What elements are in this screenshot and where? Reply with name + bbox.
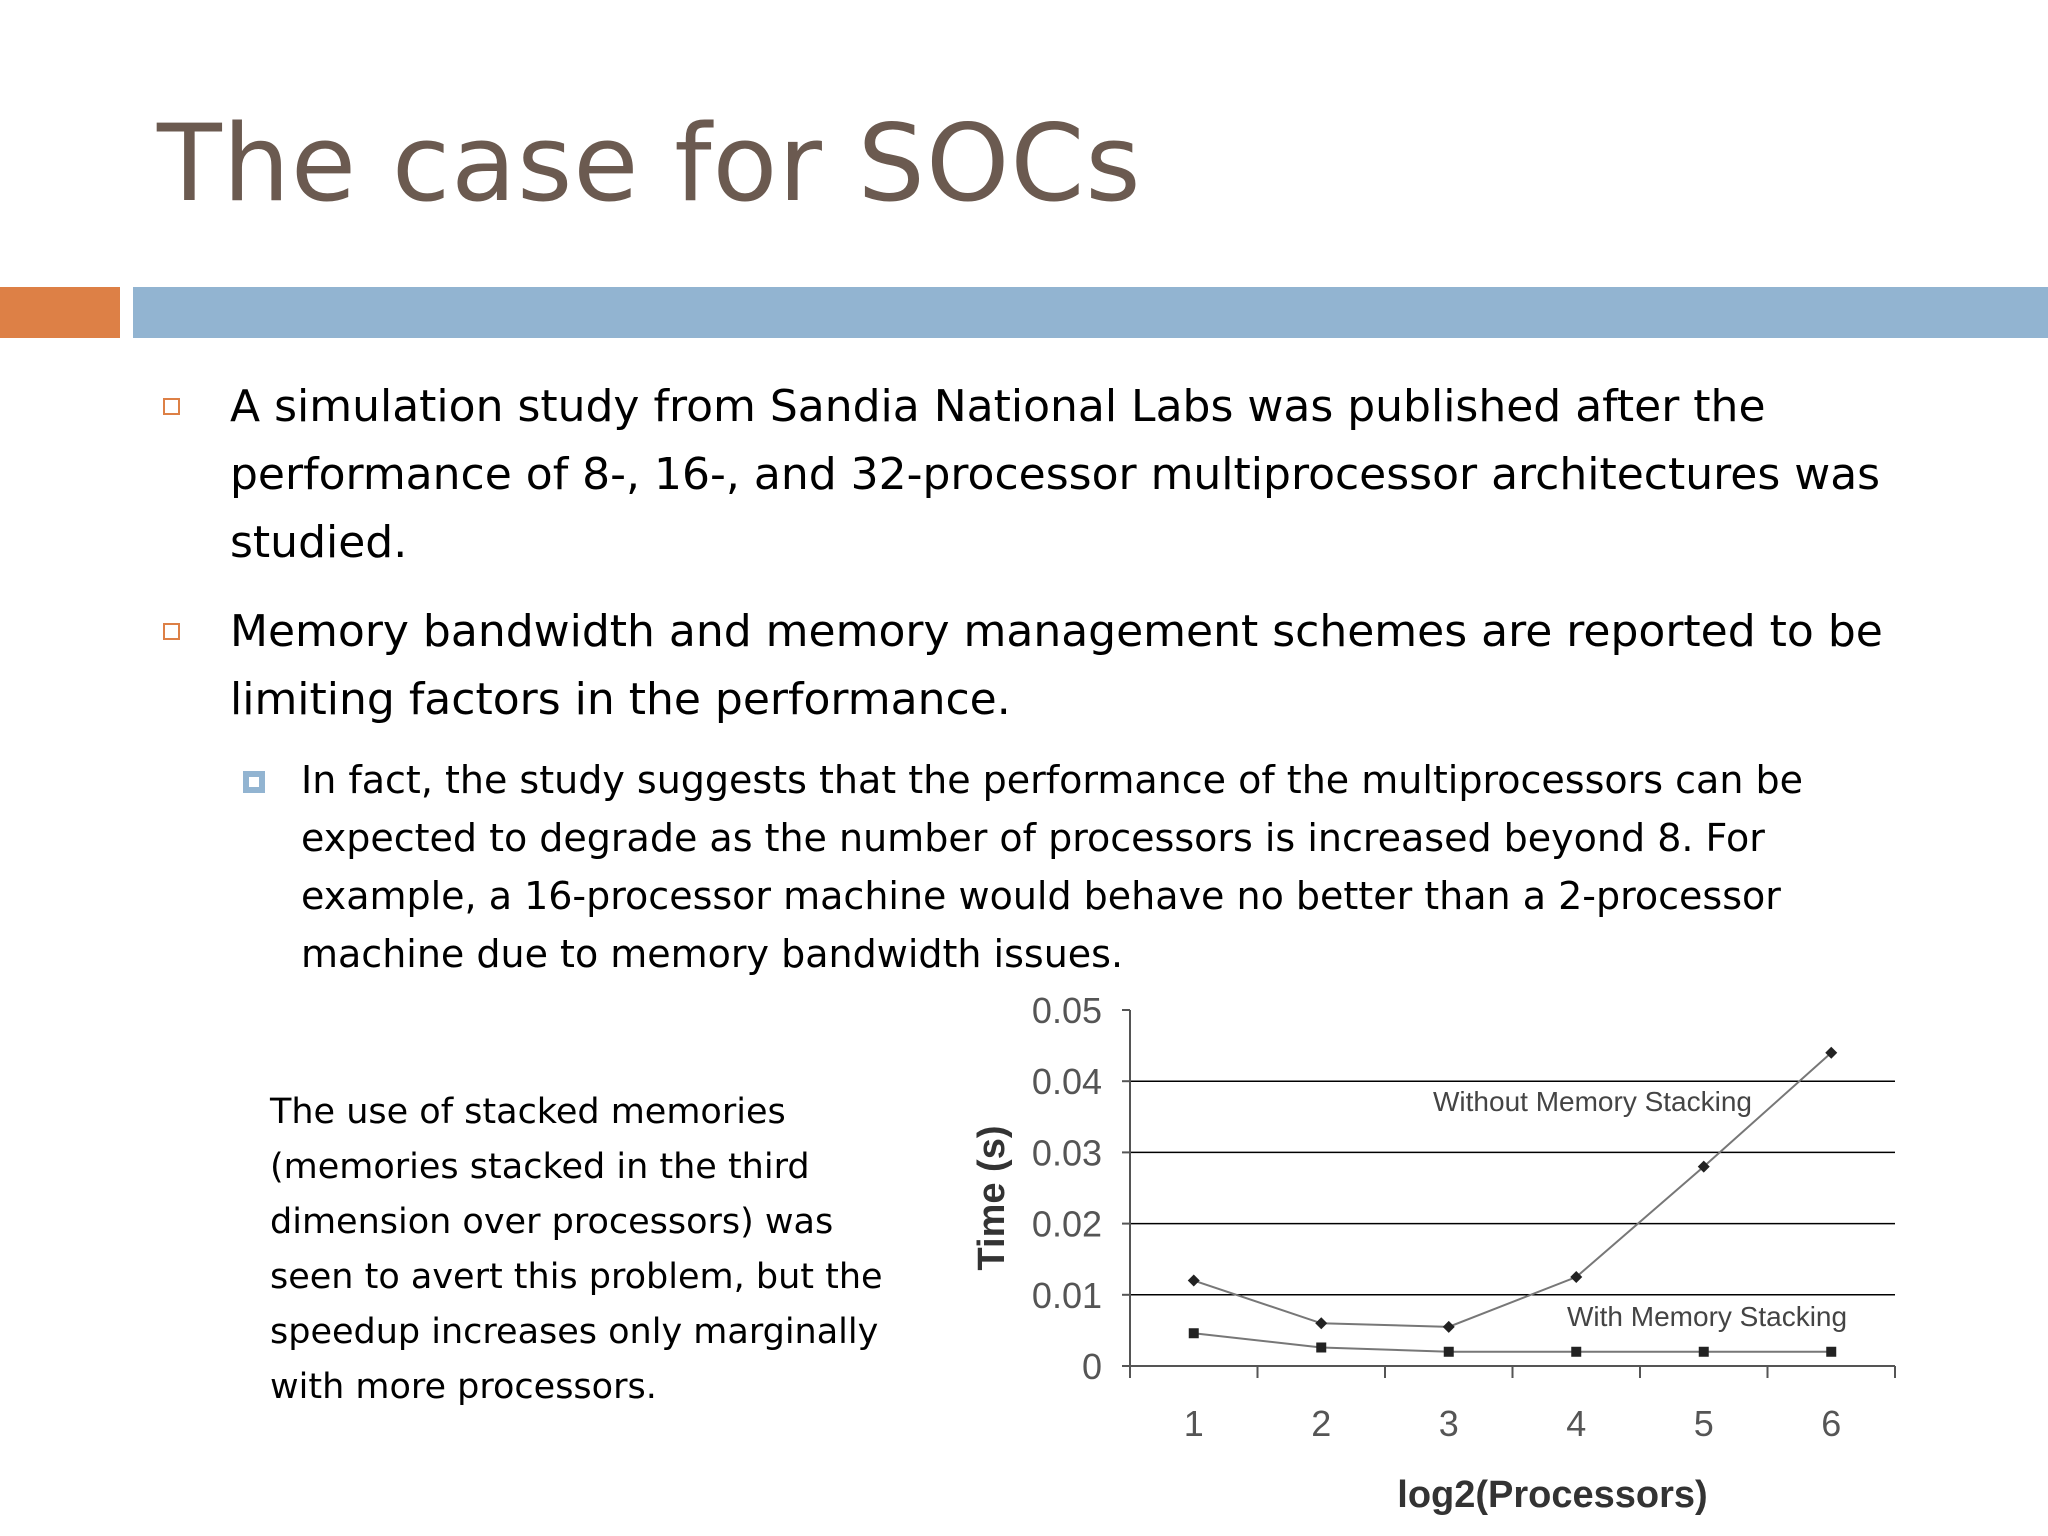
title-accent-blue-bar bbox=[133, 287, 2048, 338]
data-point bbox=[1826, 1347, 1836, 1357]
y-tick-label: 0.05 bbox=[1031, 990, 1102, 1031]
y-tick-label: 0.01 bbox=[1031, 1274, 1102, 1316]
x-tick-label: 3 bbox=[1438, 1403, 1459, 1444]
x-tick-label: 2 bbox=[1311, 1403, 1332, 1444]
x-tick-label: 6 bbox=[1821, 1403, 1842, 1444]
x-tick-label: 5 bbox=[1693, 1403, 1714, 1444]
x-tick-label: 4 bbox=[1566, 1403, 1587, 1444]
y-tick-label: 0 bbox=[1081, 1346, 1102, 1387]
title-accent-orange-bar bbox=[0, 287, 120, 338]
x-tick-label: 1 bbox=[1183, 1403, 1204, 1444]
sub-bullet bbox=[301, 751, 1841, 983]
bullet-square-icon bbox=[163, 398, 180, 415]
data-point bbox=[1188, 1275, 1200, 1287]
y-axis-title: Time (s) bbox=[971, 1125, 1013, 1271]
x-axis-title: log2(Processors) bbox=[1397, 1474, 1708, 1516]
bullet-1-text: A simulation study from Sandia National Labs was published after the performance of 8-, 16-, and 32-processor multiprocessor architectures was studied. bbox=[230, 381, 1881, 568]
series-line-2 bbox=[1194, 1333, 1832, 1352]
time-vs-processors-chart bbox=[940, 985, 1940, 1525]
data-point bbox=[1315, 1317, 1327, 1329]
data-point bbox=[1189, 1328, 1199, 1338]
side-note: The use of stacked memories (memories stacked in the third dimension over processors) was seen to avert this problem, but the speedup increases only marginally with more processors. bbox=[270, 1092, 883, 1407]
data-point bbox=[1699, 1347, 1709, 1357]
series-annotation-without-stacking: Without Memory Stacking bbox=[1433, 1086, 1752, 1117]
data-point bbox=[1444, 1347, 1454, 1357]
series-annotation-with-stacking: With Memory Stacking bbox=[1567, 1301, 1848, 1332]
data-point bbox=[1443, 1321, 1455, 1333]
bullet-2 bbox=[230, 598, 1950, 734]
slide-title: The case for SOCs bbox=[157, 102, 1142, 225]
y-tick-label: 0.04 bbox=[1031, 1061, 1102, 1103]
y-tick-label: 0.03 bbox=[1031, 1132, 1102, 1174]
bullet-1 bbox=[230, 373, 1950, 577]
bullet-2-text: Memory bandwidth and memory management schemes are reported to be limiting factors in the performance. bbox=[230, 606, 1883, 725]
sub-bullet-text: In fact, the study suggests that the performance of the multiprocessors can be expected to degrade as the number of processors is increased beyond 8. For example, a 16-processor machine would behave no better than a 2-processor machine due to memory bandwidth issues. bbox=[301, 758, 1803, 976]
data-point bbox=[1571, 1347, 1581, 1357]
sub-bullet-square-icon bbox=[243, 771, 265, 793]
y-tick-label: 0.02 bbox=[1031, 1203, 1102, 1245]
bullet-square-icon bbox=[163, 623, 180, 640]
data-point bbox=[1316, 1342, 1326, 1352]
